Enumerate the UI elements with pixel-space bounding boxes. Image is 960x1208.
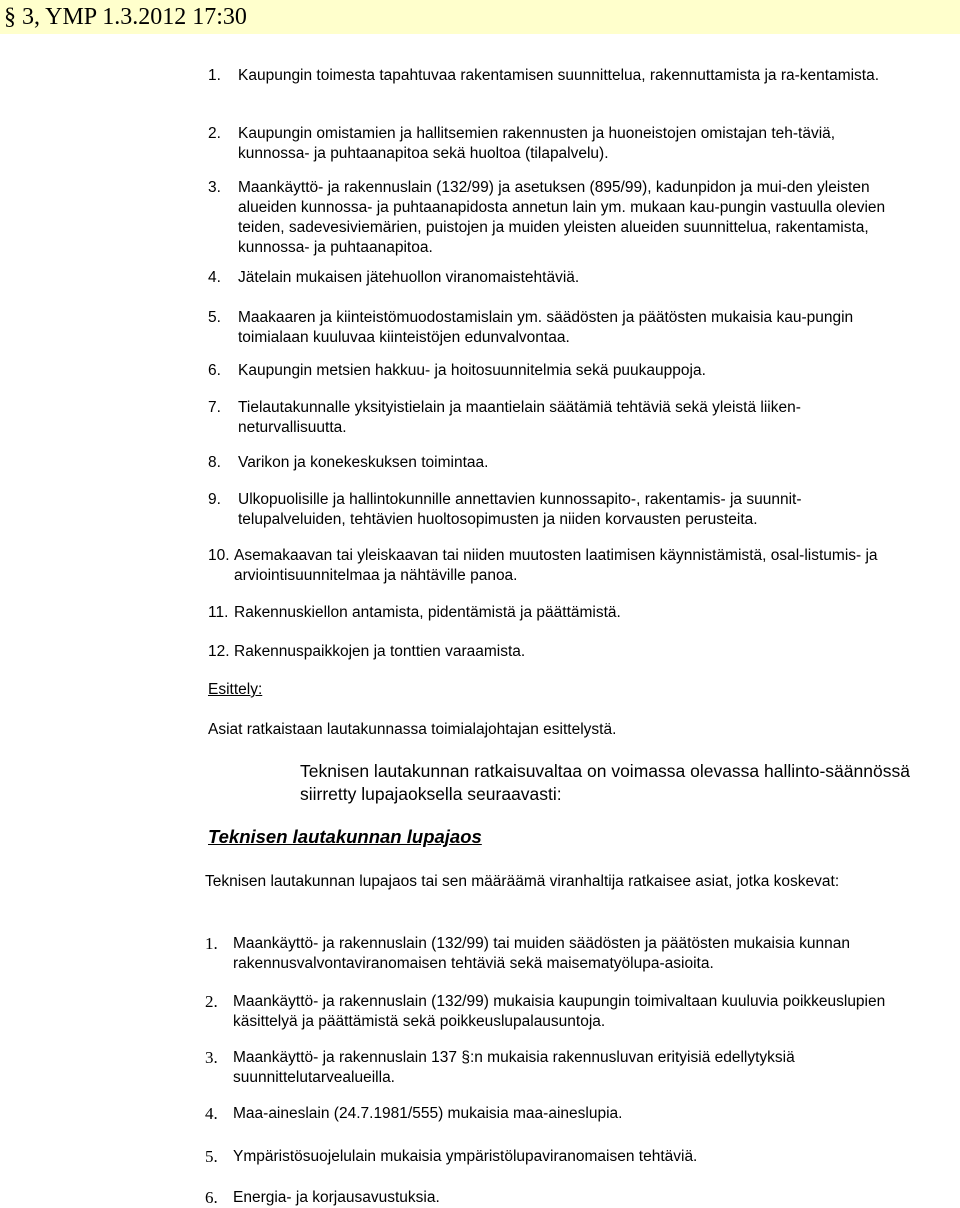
list-item: 1. Kaupungin toimesta tapahtuvaa rakentamisen suunnittelua, rakennuttamista ja ra-kentamista. [208,67,880,84]
list-item: 2. Maankäyttö- ja rakennuslain (132/99) mukaisia kaupungin toimivaltaan kuuluvia poikkeuslupien käsittelyä ja päättämistä sekä poikkeuslupalausuntoja. [205,992,886,1030]
list-item: 10. Asemakaavan tai yleiskaavan tai niiden muutosten laatimisen käynnistämistä, osal-listumis- ja arviointisuunnitelmaa ja nähtäville panoa. [208,547,878,584]
list-item: 6. Kaupungin metsien hakkuu- ja hoitosuunnitelmia sekä puukauppoja. [208,362,706,379]
list-item: 7. Tielautakunnalle yksityistielain ja maantielain säätämiä tehtäviä sekä yleistä liiken-neturvallisuutta. [208,399,801,436]
list-item: 6. Energia- ja korjausavustuksia. [205,1188,440,1207]
list-item: 9. Ulkopuolisille ja hallintokunnille annettavien kunnossapito-, rakentamis- ja suunnit-telupalveluiden, tehtävien huoltosopimusten ja niiden korvausten perusteita. [208,491,802,528]
section-intro: Teknisen lautakunnan lupajaos tai sen määräämä viranhaltija ratkaisee asiat, jotka koskevat: [205,873,840,890]
list-item: 12. Rakennuspaikkojen ja tonttien varaamista. [208,643,526,660]
list-item: 4. Maa-aineslain (24.7.1981/555) mukaisia maa-aineslupia. [205,1104,623,1123]
list-item: 5. Ympäristösuojelulain mukaisia ympäristölupaviranomaisen tehtäviä. [205,1147,698,1166]
list-item: 4. Jätelain mukaisen jätehuollon viranomaistehtäviä. [208,269,580,286]
list-item: 3. Maankäyttö- ja rakennuslain (132/99) ja asetuksen (895/99), kadunpidon ja mui-den yleisten alueiden kunnossa- ja puhtaanapidosta annetun lain ym. mukaan kau-pungin vastuulla olevien teiden, sadevesiviemärien, puistojen ja muiden yleisten alueiden suunnittelua, rakentamista, kunnossa- ja puhtaanapitoa. [208,179,886,256]
delegation-text: Teknisen lautakunnan ratkaisuvaltaa on voimassa olevassa hallinto-säännössä siirretty lupajaoksella seuraavasti: [300,761,910,804]
esittely-text: Asiat ratkaistaan lautakunnassa toimialajohtajan esittelystä. [208,721,617,738]
esittely-label: Esittely: [208,681,263,698]
section-title: Teknisen lautakunnan lupajaos [208,826,482,847]
list-item: 5. Maakaaren ja kiinteistömuodostamislain ym. säädösten ja päätösten mukaisia kau-pungin toimialaan kuuluvaa kiinteistöjen edunvalvontaa. [208,309,854,346]
list-item: 8. Varikon ja konekeskuksen toimintaa. [208,454,489,471]
list-item: 1. Maankäyttö- ja rakennuslain (132/99) tai muiden säädösten ja päätösten mukaisia kunnan rakennusvalvontaviranomaisen tehtäviä sekä maisematyölupa-asioita. [205,934,850,972]
header-title: § 3, YMP 1.3.2012 17:30 [4,4,247,30]
list-item: 3. Maankäyttö- ja rakennuslain 137 §:n mukaisia rakennusluvan erityisiä edellytyksiä suunnittelutarvealueilla. [205,1048,795,1086]
list-item: 2. Kaupungin omistamien ja hallitsemien rakennusten ja huoneistojen omistajan teh-täviä, kunnossa- ja puhtaanapitoa sekä huoltoa (tilapalvelu). [208,125,836,162]
list-item: 11. Rakennuskiellon antamista, pidentämistä ja päättämistä. [208,604,621,621]
document-header [0,0,960,34]
